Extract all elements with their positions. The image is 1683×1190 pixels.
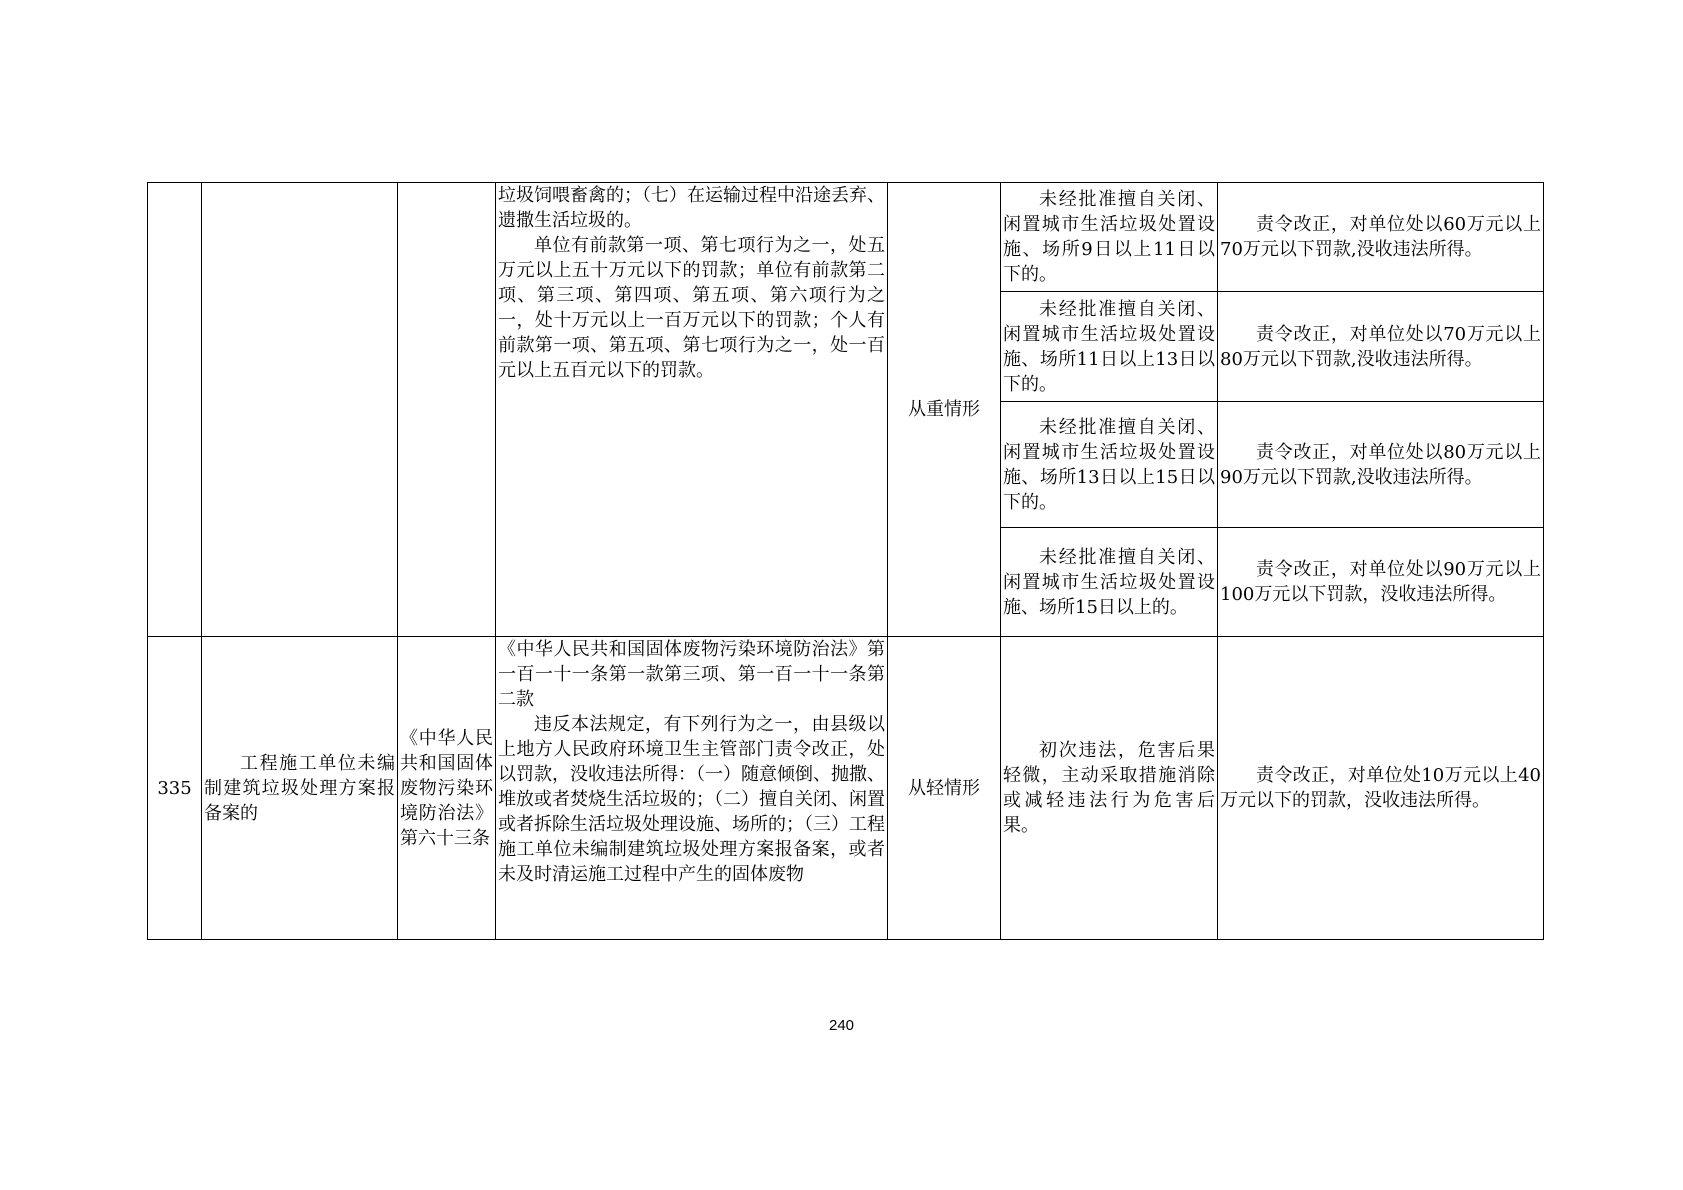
severity-cell: 从轻情形 — [888, 637, 1001, 940]
behavior-cell: 工程施工单位未编制建筑垃圾处理方案报备案的 — [202, 637, 398, 940]
penalty-discretion-table — [147, 182, 1544, 940]
table-row-335 — [148, 637, 1544, 940]
provision-line: 垃圾饲喂畜禽的；（七）在运输过程中沿途丢弃、遗撒生活垃圾的。 — [498, 185, 885, 231]
condition-cell: 未经批准擅自关闭、闲置城市生活垃圾处置设施、场所13日以上15日以下的。 — [1001, 402, 1218, 528]
condition-cell: 未经批准擅自关闭、闲置城市生活垃圾处置设施、场所11日以上13日以下的。 — [1001, 292, 1218, 402]
basis-cell: 《中华人民共和国固体废物污染环境防治法》第六十三条 — [398, 637, 496, 940]
provision-line: 单位有前款第一项、第七项行为之一，处五万元以上五十万元以下的罚款；单位有前款第二项、第三项、第四项、第五项、第六项行为之一，处十万元以上一百万元以下的罚款；个人有前款第一项、第五项、第七项行为之一，处一百元以上五百元以下的罚款。 — [498, 235, 885, 381]
provision-cell — [496, 637, 888, 940]
penalty-cell: 责令改正，对单位处以80万元以上90万元以下罚款,没收违法所得。 — [1218, 402, 1544, 528]
provision-cell-continued — [496, 183, 888, 637]
provision-line: 《中华人民共和国固体废物污染环境防治法》第一百一十一条第一款第三项、第一百一十一条第二款 — [498, 639, 885, 710]
penalty-cell: 责令改正，对单位处以90万元以上100万元以下罚款，没收违法所得。 — [1218, 528, 1544, 637]
severity-cell: 从重情形 — [888, 183, 1001, 637]
condition-cell: 未经批准擅自关闭、闲置城市生活垃圾处置设施、场所9日以上11日以下的。 — [1001, 183, 1218, 292]
penalty-cell: 责令改正，对单位处以70万元以上80万元以下罚款,没收违法所得。 — [1218, 292, 1544, 402]
basis-cell-empty — [398, 183, 496, 637]
penalty-cell: 责令改正，对单位处10万元以上40万元以下的罚款，没收违法所得。 — [1218, 637, 1544, 940]
page-number: 240 — [828, 1017, 855, 1034]
condition-cell: 未经批准擅自关闭、闲置城市生活垃圾处置设施、场所15日以上的。 — [1001, 528, 1218, 637]
table-row-continued — [148, 183, 1544, 292]
provision-line: 违反本法规定，有下列行为之一，由县级以上地方人民政府环境卫生主管部门责令改正，处以罚款，没收违法所得：（一）随意倾倒、抛撒、堆放或者焚烧生活垃圾的；（二）擅自关闭、闲置或者拆除生活垃圾处理设施、场所的；（三）工程施工单位未编制建筑垃圾处理方案报备案，或者未及时清运施工过程中产生的固体废物 — [498, 714, 885, 885]
behavior-cell-empty — [202, 183, 398, 637]
row-number: 335 — [148, 637, 202, 940]
condition-cell: 初次违法，危害后果轻微，主动采取措施消除或减轻违法行为危害后果。 — [1001, 637, 1218, 940]
penalty-cell: 责令改正，对单位处以60万元以上70万元以下罚款,没收违法所得。 — [1218, 183, 1544, 292]
number-cell-empty — [148, 183, 202, 637]
